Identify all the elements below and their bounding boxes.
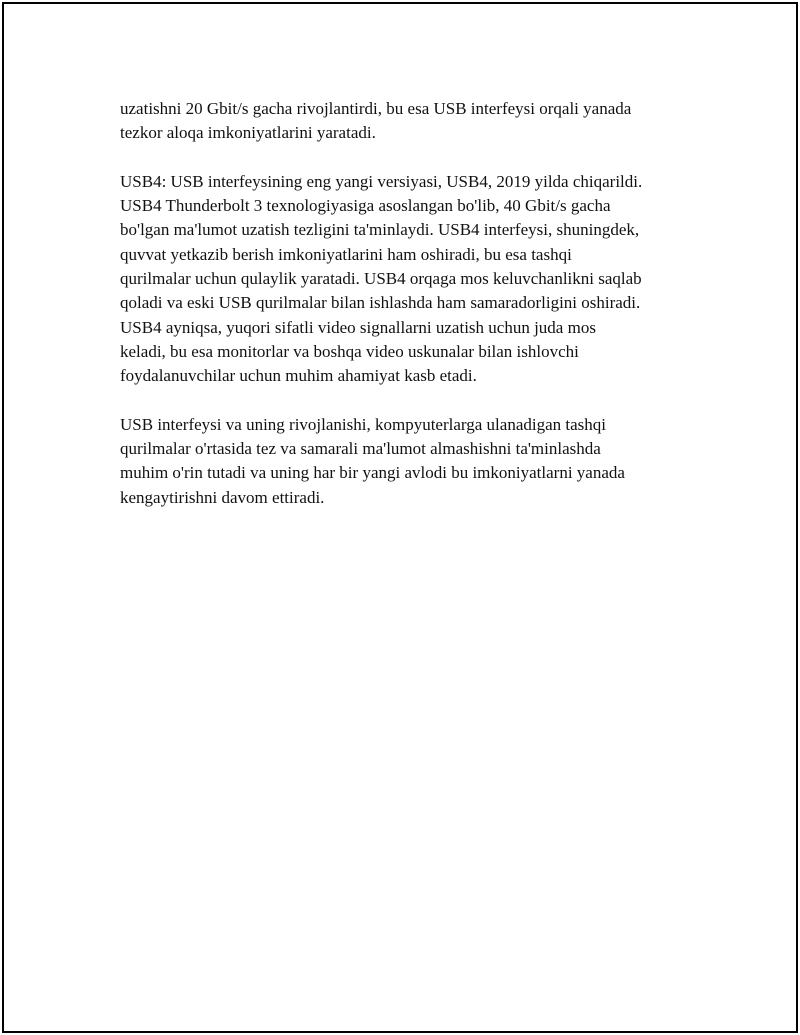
text-line: qurilmalar uchun qulaylik yaratadi. USB4 orqaga mos keluvchanlikni saqlab xyxy=(120,269,642,289)
text-line: foydalanuvchilar uchun muhim ahamiyat kasb etadi. xyxy=(120,366,477,386)
text-line: USB4 Thunderbolt 3 texnologiyasiga asoslangan bo'lib, 40 Gbit/s gacha xyxy=(120,196,611,216)
paragraph-2 xyxy=(120,170,700,389)
paragraph-1 xyxy=(120,97,700,146)
text-line: qurilmalar o'rtasida tez va samarali ma'lumot almashishni ta'minlashda xyxy=(120,439,601,459)
text-line: USB interfeysi va uning rivojlanishi, kompyuterlarga ulanadigan tashqi xyxy=(120,414,606,434)
text-line: bo'lgan ma'lumot uzatish tezligini ta'minlaydi. USB4 interfeysi, shuningdek, xyxy=(120,220,640,240)
text-line: uzatishni 20 Gbit/s gacha rivojlantirdi, bu esa USB interfeysi orqali yanada xyxy=(120,99,632,118)
text-line: quvvat yetkazib berish imkoniyatlarini ham oshiradi, bu esa tashqi xyxy=(120,244,572,264)
text-line: keladi, bu esa monitorlar va boshqa video uskunalar bilan ishlovchi xyxy=(120,341,579,361)
text-line: muhim o'rin tutadi va uning har bir yangi avlodi bu imkoniyatlarni yanada xyxy=(120,463,625,483)
text-line: tezkor aloqa imkoniyatlarini yaratadi. xyxy=(120,123,376,143)
paragraph-3 xyxy=(120,413,700,510)
text-line: qoladi va eski USB qurilmalar bilan ishlashda ham samaradorligini oshiradi. xyxy=(120,293,641,313)
text-line: USB4 ayniqsa, yuqori sifatli video signallarni uzatish uchun juda mos xyxy=(120,317,596,337)
text-line: USB4: USB interfeysining eng yangi versiyasi, USB4, 2019 yilda chiqarildi. xyxy=(120,171,643,191)
body-text xyxy=(120,97,700,534)
document-page xyxy=(2,2,798,1033)
text-line: kengaytirishni davom ettiradi. xyxy=(120,487,325,507)
